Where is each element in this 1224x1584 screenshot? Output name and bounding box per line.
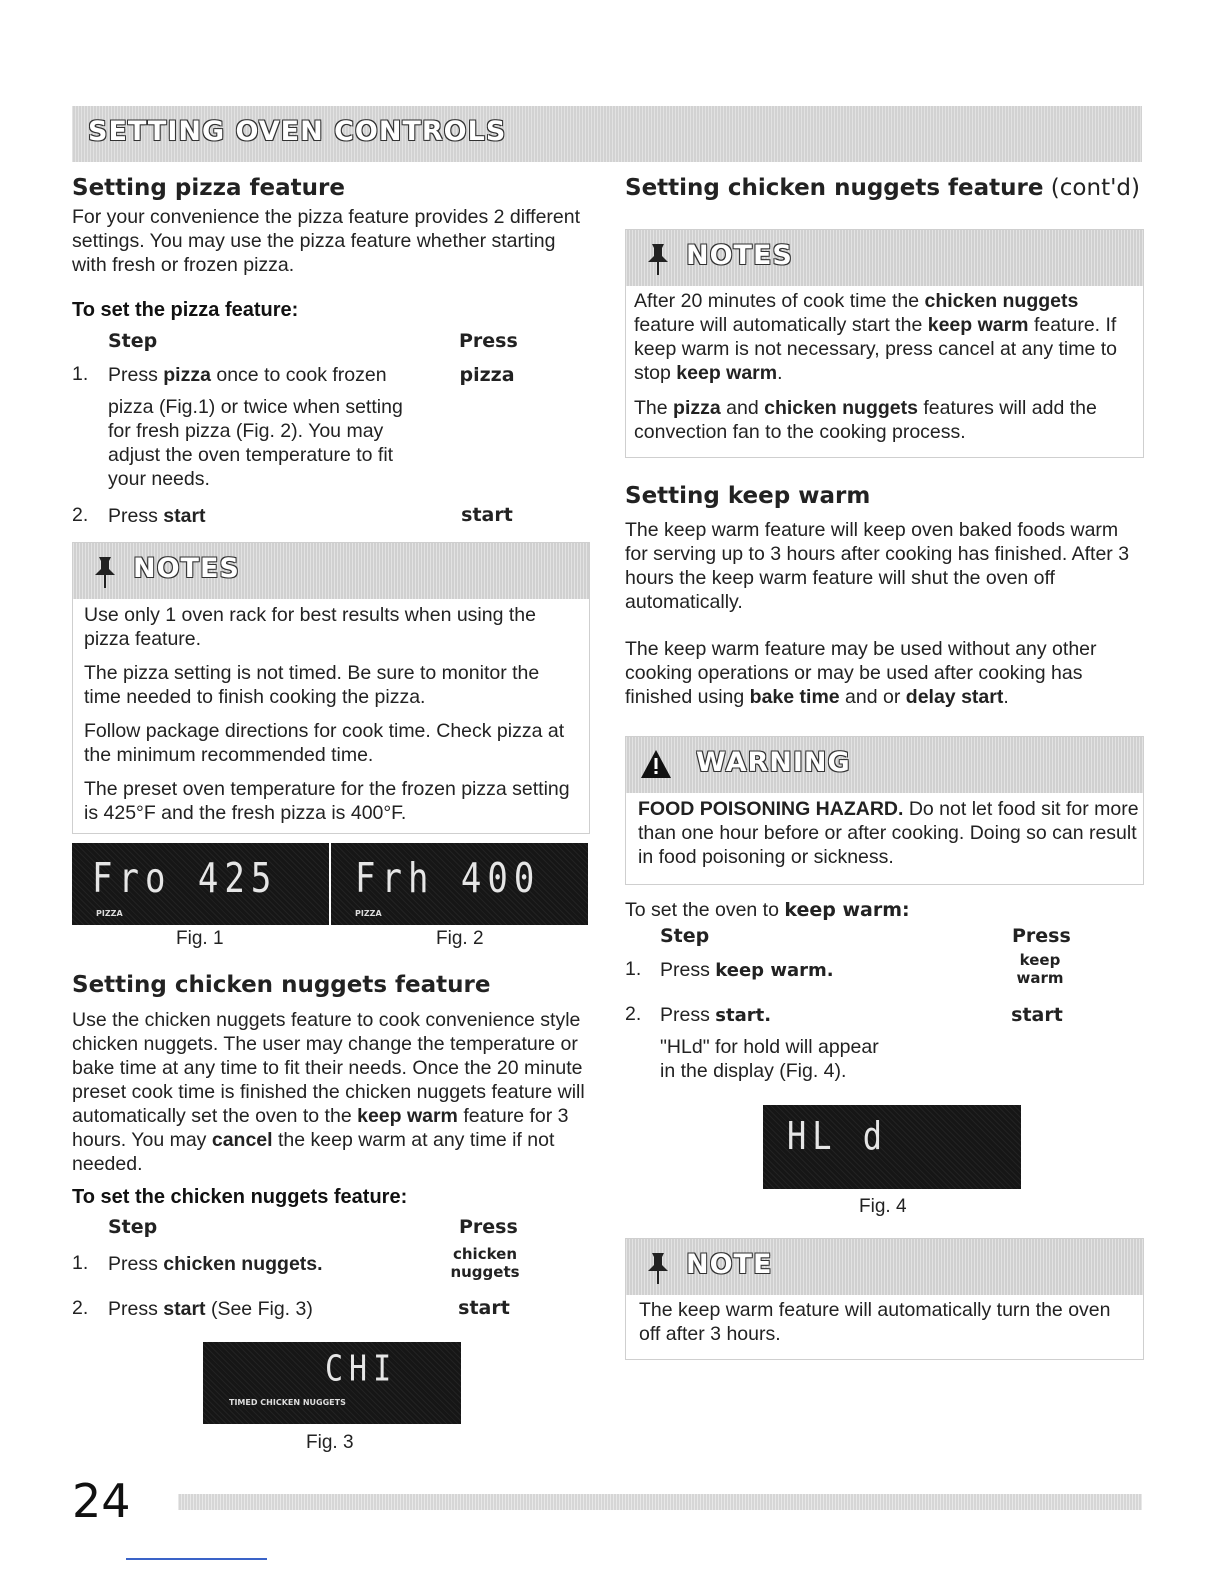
pizza-press-header: Press xyxy=(459,330,518,352)
note-label: NOTE xyxy=(686,1249,773,1280)
nuggets-step2-press: start xyxy=(458,1297,510,1319)
fig3-display-text: CHI xyxy=(325,1348,398,1390)
pizza-step1-press: pizza xyxy=(459,364,515,386)
fig2-display-sub: PIZZA xyxy=(355,909,382,918)
keepwarm-to-set-pre: To set the oven to xyxy=(625,899,785,921)
nuggets-step-header: Step xyxy=(108,1216,158,1238)
pizza-note-1: Use only 1 oven rack for best results when using the pizza feature. xyxy=(84,604,536,650)
nuggets-note-1c: feature will automatically start the xyxy=(634,314,928,336)
keepwarm-step2-text xyxy=(660,1003,771,1028)
fig1-caption: Fig. 1 xyxy=(176,928,224,949)
warning-box xyxy=(625,736,1144,885)
pizza-note-2: The pizza setting is not timed. Be sure to monitor the time needed to finish cooking the pizza. xyxy=(84,662,540,708)
warning-label: WARNING xyxy=(696,747,851,778)
warning-text xyxy=(626,793,1143,869)
pizza-note-4: The preset oven temperature for the frozen pizza setting is 425°F and the fresh pizza is 400°F. xyxy=(84,778,570,824)
keepwarm-heading: Setting keep warm xyxy=(625,483,871,509)
nuggets-intro-bold1: keep warm xyxy=(357,1105,458,1127)
nuggets-step2-num: 2. xyxy=(72,1297,89,1319)
pizza-step2-bold: start xyxy=(163,505,206,527)
page-number: 24 xyxy=(72,1474,131,1528)
pizza-intro: For your convenience the pizza feature provides 2 different settings. You may use the pizza feature whether starting with fresh or frozen pizza. xyxy=(72,206,581,276)
pushpin-icon xyxy=(91,555,119,589)
fig3-display-sub: TIMED CHICKEN NUGGETS xyxy=(229,1398,346,1407)
nuggets-step1-text xyxy=(108,1252,323,1276)
fig2-display-text: Frh 400 xyxy=(355,855,541,903)
keepwarm-para2 xyxy=(625,637,1125,709)
warning-body: Do not let food sit for more than one hour before or after cooking. Doing so can result in food poisoning or sickness. xyxy=(638,798,1139,868)
nuggets-notes-box xyxy=(625,229,1144,458)
keepwarm-step2-bold: start. xyxy=(715,1005,772,1026)
oven-display-fig3 xyxy=(203,1342,461,1424)
nuggets-contd-suffix: (cont'd) xyxy=(1043,175,1140,201)
oven-display-fig1 xyxy=(72,843,329,925)
keepwarm-step2-note: "HLd" for hold will appear in the display (Fig. 4). xyxy=(660,1036,879,1082)
nuggets-step2-text xyxy=(108,1297,313,1321)
nuggets-contd-heading xyxy=(625,175,1140,201)
pizza-step2-num: 2. xyxy=(72,504,89,526)
nuggets-step2-post: (See Fig. 3) xyxy=(205,1298,313,1320)
nuggets-note-2 xyxy=(634,396,1133,444)
keepwarm-step-header: Step xyxy=(660,925,710,947)
nuggets-step2-bold: start xyxy=(163,1298,206,1320)
keepwarm-press-header: Press xyxy=(1012,925,1071,947)
keepwarm-para2-e: . xyxy=(1003,686,1009,708)
pizza-step1-num: 1. xyxy=(72,363,89,385)
footer-rule xyxy=(178,1494,1142,1510)
keepwarm-step1-press-line1: keep xyxy=(1019,951,1061,969)
pizza-heading: Setting pizza feature xyxy=(72,175,345,201)
nuggets-heading: Setting chicken nuggets feature xyxy=(72,972,491,998)
keepwarm-step2-pre: Press xyxy=(660,1004,716,1026)
keepwarm-para2-a: The keep warm feature may be used without any other cooking operations or may be used after cooking has finished using xyxy=(625,638,1097,708)
nuggets-step1-pre: Press xyxy=(108,1253,164,1275)
fig4-display-text: HL d xyxy=(787,1113,889,1159)
pushpin-icon xyxy=(644,242,672,276)
nuggets-notes-label: NOTES xyxy=(686,240,793,271)
nuggets-note-2a: The xyxy=(634,397,674,419)
pizza-step2-pre: Press xyxy=(108,505,164,527)
nuggets-press-header: Press xyxy=(459,1216,518,1238)
nuggets-note-1e: feature. If keep warm is not necessary, press cancel at any time to stop xyxy=(634,314,1118,384)
nuggets-step1-press-line2: nuggets xyxy=(450,1263,520,1281)
pizza-step1-post: once to cook frozen xyxy=(210,364,387,386)
pizza-step2-text xyxy=(108,504,206,528)
keepwarm-to-set-bold: keep warm: xyxy=(784,899,910,921)
pizza-step1-bold: pizza xyxy=(163,364,211,386)
keepwarm-step2-press: start xyxy=(1011,1004,1063,1026)
pizza-step1-cont: pizza (Fig.1) or twice when setting for fresh pizza (Fig. 2). You may adjust the oven temperature to fit your needs. xyxy=(108,396,403,490)
nuggets-note-1f: keep warm xyxy=(676,362,778,384)
keepwarm-step1-num: 1. xyxy=(625,958,642,980)
nuggets-note-2e: features will add the convection fan to the cooking process. xyxy=(634,397,1097,443)
nuggets-intro-1: Use the chicken nuggets feature to cook convenience style chicken nuggets. The user may change the temperature or bake time at any time to fit their needs. Once the 20 minute preset cook time is finished the chicken nuggets feature will automatically set the oven to the xyxy=(72,1009,585,1127)
keepwarm-step1-bold: keep warm. xyxy=(715,960,834,981)
nuggets-note-1 xyxy=(634,289,1133,385)
fig4-caption: Fig. 4 xyxy=(859,1196,907,1217)
warning-triangle-icon xyxy=(640,749,672,779)
warning-bold: FOOD POISONING HAZARD. xyxy=(638,798,904,820)
section-title: SETTING OVEN CONTROLS xyxy=(88,116,507,147)
keepwarm-step1-text xyxy=(660,958,834,983)
nuggets-notes-header xyxy=(626,230,1143,286)
nuggets-step1-press-line1: chicken xyxy=(452,1245,518,1263)
pizza-notes-header xyxy=(73,543,589,599)
nuggets-note-1g: . xyxy=(777,362,783,384)
keepwarm-step2-num: 2. xyxy=(625,1003,642,1025)
oven-display-fig2 xyxy=(331,843,588,925)
nuggets-to-set: To set the chicken nuggets feature: xyxy=(72,1186,408,1208)
nuggets-note-2d: chicken nuggets xyxy=(764,397,918,419)
pizza-note-3: Follow package directions for cook time. Check pizza at the minimum recommended time. xyxy=(84,720,565,766)
fig3-caption: Fig. 3 xyxy=(306,1432,354,1453)
nuggets-note-1b: chicken nuggets xyxy=(924,290,1079,312)
pizza-step-header: Step xyxy=(108,330,158,352)
pizza-step1-text xyxy=(108,363,438,387)
fig1-display-text: Fro 425 xyxy=(92,855,278,903)
pizza-step1-pre: Press xyxy=(108,364,164,386)
nuggets-step1-num: 1. xyxy=(72,1252,89,1274)
fig1-display-sub: PIZZA xyxy=(96,909,123,918)
nuggets-note-1a: After 20 minutes of cook time the xyxy=(634,290,925,312)
warning-header xyxy=(626,737,1143,793)
keepwarm-step1-press-line2: warm xyxy=(1016,969,1064,987)
pizza-to-set: To set the pizza feature: xyxy=(72,299,299,321)
pizza-notes-box xyxy=(72,542,590,834)
nuggets-intro-3: the keep warm at any time if not needed. xyxy=(72,1129,555,1175)
nuggets-intro-2: feature for 3 hours. You may xyxy=(72,1105,569,1151)
oven-display-fig4 xyxy=(763,1105,1021,1189)
nuggets-contd-heading-text: Setting chicken nuggets feature xyxy=(625,175,1044,201)
keepwarm-para2-d: delay start xyxy=(905,686,1004,708)
pushpin-icon xyxy=(644,1251,672,1285)
footer-accent-line xyxy=(126,1558,267,1560)
note-text: The keep warm feature will automatically turn the oven off after 3 hours. xyxy=(639,1299,1111,1345)
note-header xyxy=(626,1239,1143,1295)
keepwarm-step1-pre: Press xyxy=(660,959,716,981)
nuggets-step2-pre: Press xyxy=(108,1298,164,1320)
nuggets-step1-bold: chicken nuggets. xyxy=(163,1253,323,1275)
keepwarm-step1-press xyxy=(1000,951,1080,987)
nuggets-note-2c: and xyxy=(720,397,765,419)
nuggets-step1-press xyxy=(445,1245,525,1281)
nuggets-note-2b: pizza xyxy=(673,397,721,419)
pizza-notes-label: NOTES xyxy=(133,553,240,584)
keepwarm-para2-c: and or xyxy=(839,686,906,708)
section-banner xyxy=(72,106,1142,162)
keepwarm-para2-b: bake time xyxy=(749,686,840,708)
nuggets-note-1d: keep warm xyxy=(927,314,1029,336)
keepwarm-to-set xyxy=(625,898,910,922)
note-box xyxy=(625,1238,1144,1360)
nuggets-intro xyxy=(72,1008,592,1176)
nuggets-intro-bold2: cancel xyxy=(211,1129,273,1151)
pizza-step2-press: start xyxy=(461,504,513,526)
fig2-caption: Fig. 2 xyxy=(436,928,484,949)
keepwarm-para1: The keep warm feature will keep oven baked foods warm for serving up to 3 hours after cooking has finished. After 3 hours the keep warm feature will shut the oven off automatically. xyxy=(625,519,1130,613)
